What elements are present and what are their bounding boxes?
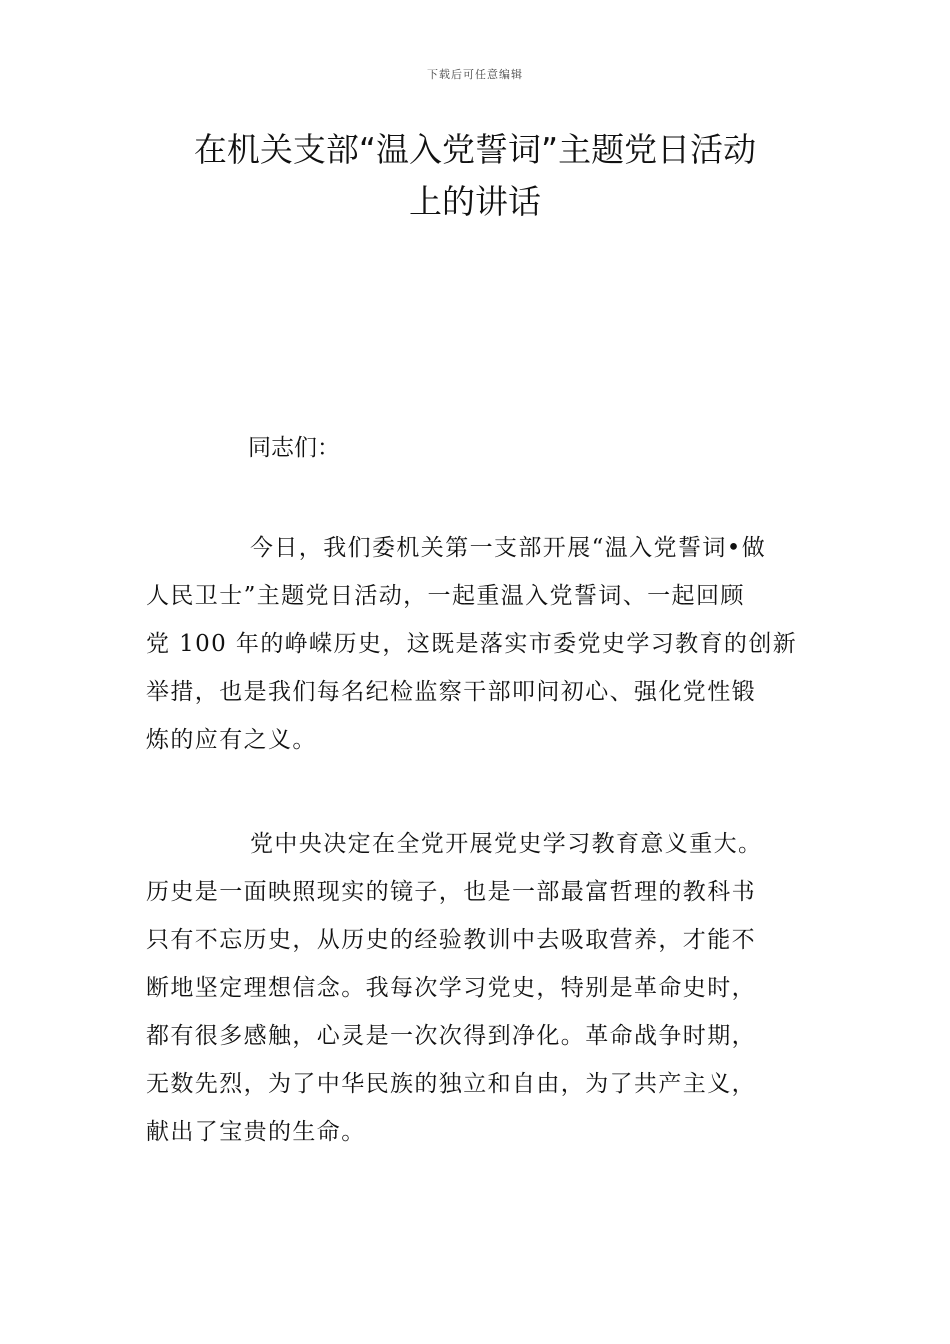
- header-note: 下载后可任意编辑: [427, 68, 523, 81]
- paragraph-line: 历史是一面映照现实的镜子，也是一部最富哲理的教科书: [146, 879, 756, 905]
- paragraph-line: 献出了宝贵的生命。: [146, 1119, 366, 1145]
- paragraph-2: [146, 820, 808, 1156]
- paragraph-1: [146, 524, 808, 764]
- paragraph-line: 无数先烈，为了中华民族的独立和自由，为了共产主义，: [146, 1071, 756, 1097]
- paragraph-line: 人民卫士”主题党日活动，一起重温入党誓词、一起回顾: [146, 583, 745, 609]
- paragraph-line: 今日，我们委机关第一支部开展“温入党誓词•做: [250, 535, 767, 561]
- paragraph-line: 都有很多感触，心灵是一次次得到净化。革命战争时期，: [146, 1023, 756, 1049]
- title-line-1: 在机关支部“温入党誓词”主题党日活动: [193, 130, 757, 169]
- paragraph-line: 党中央决定在全党开展党史学习教育意义重大。: [250, 831, 763, 857]
- paragraph-line: 只有不忘历史，从历史的经验教训中去吸取营养，才能不: [146, 927, 756, 953]
- paragraph-line: 举措，也是我们每名纪检监察干部叩问初心、强化党性锻: [146, 679, 756, 705]
- paragraph-line: 断地坚定理想信念。我每次学习党史，特别是革命史时，: [146, 975, 756, 1001]
- title-line-2: 上的讲话: [409, 182, 541, 221]
- paragraph-line: 党 100 年的峥嵘历史，这既是落实市委党史学习教育的创新: [146, 631, 798, 657]
- paragraph-line: 炼的应有之义。: [146, 727, 317, 753]
- document-title: [130, 124, 820, 228]
- salutation: 同志们：: [248, 435, 340, 461]
